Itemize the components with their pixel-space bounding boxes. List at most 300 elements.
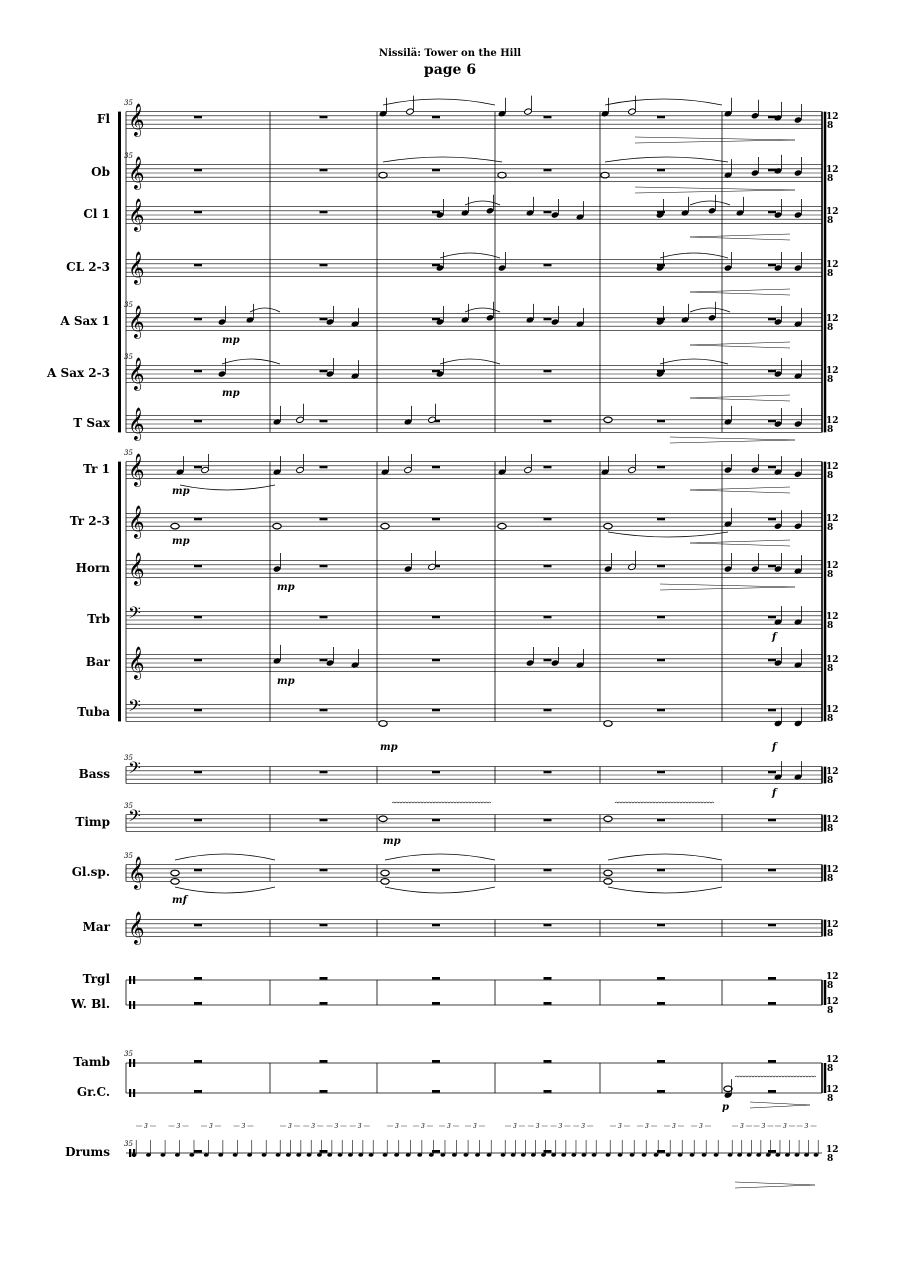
drum-note — [233, 1153, 238, 1157]
note — [404, 553, 413, 573]
rest-mark — [544, 518, 552, 521]
note — [794, 104, 803, 124]
rest-mark — [768, 1002, 776, 1005]
rest-mark — [544, 709, 552, 712]
time-signature: 8 — [827, 621, 834, 631]
rest-mark — [544, 169, 552, 172]
rest-mark — [194, 1060, 202, 1063]
clef-treble-icon: 𝄞 — [128, 505, 145, 539]
note — [794, 157, 803, 177]
note — [273, 523, 281, 529]
dynamic-asax1: mp — [222, 335, 240, 346]
rest-mark — [544, 819, 552, 822]
note — [381, 870, 389, 876]
time-signature: 8 — [827, 824, 834, 834]
rest-mark — [320, 1060, 328, 1063]
rest-mark — [432, 819, 440, 822]
rest-mark — [320, 420, 328, 423]
note — [326, 647, 335, 667]
note — [751, 553, 760, 573]
time-signature: 8 — [827, 269, 834, 279]
instrument-label: Horn — [75, 561, 110, 575]
rest-mark — [432, 709, 440, 712]
time-signature: 8 — [827, 375, 834, 385]
drum-note — [204, 1153, 209, 1157]
rest-mark — [544, 318, 552, 321]
rest-mark — [657, 659, 665, 662]
instrument-label: Fl — [96, 112, 110, 126]
note — [379, 172, 387, 178]
note — [404, 454, 413, 474]
note — [498, 252, 507, 272]
drum-note — [814, 1153, 819, 1157]
clef-treble-icon: 𝄞 — [128, 103, 145, 137]
note — [794, 252, 803, 272]
time-signature: 12 — [826, 165, 839, 175]
time-signature: 12 — [826, 997, 839, 1007]
rest-mark — [432, 924, 440, 927]
time-signature: 8 — [827, 216, 834, 226]
rest-mark — [544, 771, 552, 774]
measure-number: 35 — [124, 1140, 133, 1148]
note — [774, 647, 783, 667]
slur — [605, 157, 728, 162]
drum-note — [276, 1153, 281, 1157]
rest-mark — [432, 1090, 440, 1093]
rest-mark — [544, 977, 552, 980]
instrument-label: A Sax 1 — [60, 314, 110, 328]
note — [774, 199, 783, 219]
slur — [605, 99, 722, 105]
instrument-label: Timp — [75, 815, 110, 829]
rest-mark — [194, 819, 202, 822]
rest-mark — [544, 924, 552, 927]
instrument-label: Gr.C. — [76, 1085, 110, 1099]
drum-note — [146, 1153, 151, 1157]
drum-note — [642, 1153, 647, 1157]
drum-note — [804, 1153, 809, 1157]
time-signature: 8 — [827, 981, 834, 991]
dynamic-horn: mp — [277, 582, 295, 593]
rest-mark — [320, 565, 328, 568]
time-signature: 12 — [826, 1085, 839, 1095]
rest-mark — [768, 318, 776, 321]
measure-number: 35 — [124, 352, 133, 361]
staff-trb — [126, 603, 839, 631]
note — [774, 358, 783, 378]
clef-treble-icon: 𝄞 — [128, 357, 145, 391]
tuplet-mark: 3 — [334, 1123, 339, 1130]
slur — [690, 201, 730, 205]
note — [428, 404, 437, 424]
tuplet-mark: 3 — [535, 1123, 540, 1130]
drum-note — [551, 1153, 556, 1157]
drum-note — [571, 1153, 576, 1157]
drum-note — [286, 1153, 291, 1157]
hairpin — [735, 1182, 815, 1188]
tuplet-mark: 3 — [209, 1123, 213, 1130]
instrument-label: A Sax 2-3 — [47, 366, 110, 380]
slur — [383, 99, 495, 105]
rest-mark — [320, 518, 328, 521]
tuplet-mark: 3 — [699, 1123, 703, 1130]
hairpin — [690, 342, 790, 348]
note — [628, 96, 637, 116]
rest-mark — [320, 1090, 328, 1093]
clef-treble-icon: 𝄞 — [128, 453, 145, 487]
rest-mark — [194, 370, 202, 373]
note — [326, 358, 335, 378]
rest-mark — [432, 116, 440, 119]
drum-note — [747, 1153, 752, 1157]
drum-note — [338, 1153, 343, 1157]
note — [551, 306, 560, 326]
drum-note — [429, 1153, 434, 1157]
time-signature: 12 — [826, 514, 839, 524]
dynamic-grc: p — [722, 1102, 729, 1113]
percussion-clef-icon — [133, 976, 135, 984]
hairpin — [660, 584, 795, 590]
rest-mark — [320, 709, 328, 712]
time-signature: 8 — [827, 1094, 834, 1104]
note — [296, 404, 305, 424]
clef-treble-icon: 𝄞 — [128, 646, 145, 680]
slur — [608, 854, 722, 860]
rest-mark — [657, 771, 665, 774]
drum-note — [728, 1153, 733, 1157]
note — [436, 306, 445, 326]
note — [656, 199, 665, 219]
hairpin — [750, 1102, 810, 1108]
note — [604, 523, 612, 529]
drum-note — [737, 1153, 742, 1157]
rest-mark — [544, 1002, 552, 1005]
rest-mark — [657, 977, 665, 980]
rest-mark — [320, 771, 328, 774]
drum-note — [592, 1153, 597, 1157]
note — [526, 647, 535, 667]
note — [751, 454, 760, 474]
rest-mark — [432, 771, 440, 774]
hairpin — [690, 487, 790, 493]
rest-mark — [768, 659, 776, 662]
rest-mark — [768, 264, 776, 267]
drum-note — [756, 1153, 761, 1157]
rest-mark — [432, 518, 440, 521]
staff-timp — [126, 806, 839, 834]
note — [171, 870, 179, 876]
clef-bass-icon: 𝄢 — [128, 602, 141, 627]
drum-note — [348, 1153, 353, 1157]
slur — [385, 854, 495, 860]
slur — [250, 308, 280, 312]
instrument-label: T Sax — [73, 416, 110, 430]
note — [604, 816, 612, 822]
rest-mark — [657, 709, 665, 712]
dynamic-tuba_mp: mp — [380, 742, 398, 753]
tuplet-mark: 3 — [473, 1123, 477, 1130]
dynamic-tr23: mp — [172, 536, 190, 547]
dynamic-asax23: mp — [222, 388, 240, 399]
tuplet-mark: 3 — [288, 1123, 292, 1130]
tuplet-mark: 3 — [241, 1123, 246, 1130]
rest-mark — [768, 771, 776, 774]
time-signature: 8 — [827, 1064, 834, 1074]
rest-mark — [657, 116, 665, 119]
rest-mark — [544, 616, 552, 619]
rest-mark — [657, 169, 665, 172]
dynamic-bar: mp — [277, 676, 295, 687]
slur — [608, 532, 728, 537]
rest-mark — [768, 709, 776, 712]
drum-note — [189, 1153, 194, 1157]
rest-mark — [544, 1090, 552, 1093]
rest-mark — [768, 977, 776, 980]
note — [751, 100, 760, 120]
note — [774, 306, 783, 326]
time-signature: 12 — [826, 416, 839, 426]
staff-tuba — [126, 696, 839, 724]
drum-note — [307, 1153, 312, 1157]
time-signature: 12 — [826, 561, 839, 571]
rest-mark — [320, 318, 328, 321]
time-signature: 12 — [826, 815, 839, 825]
rest-mark — [320, 924, 328, 927]
note — [218, 358, 227, 378]
note — [601, 172, 609, 178]
rest-mark — [194, 318, 202, 321]
drum-note — [630, 1153, 635, 1157]
time-signature: 8 — [827, 323, 834, 333]
rest-mark — [544, 565, 552, 568]
note — [381, 523, 389, 529]
drum-note — [247, 1153, 252, 1157]
rest-mark — [432, 659, 440, 662]
trill-line — [615, 802, 714, 803]
rest-mark — [194, 420, 202, 423]
page-number: page 6 — [423, 62, 477, 78]
note — [794, 458, 803, 478]
note — [326, 306, 335, 326]
rest-mark — [194, 1002, 202, 1005]
dynamic-tr1: mp — [172, 486, 190, 497]
slur — [385, 887, 495, 893]
drum-note — [606, 1153, 611, 1157]
rest-mark — [320, 370, 328, 373]
instrument-label: Bar — [85, 655, 110, 669]
drum-note — [218, 1153, 223, 1157]
measure-number: 35 — [124, 1050, 133, 1058]
note — [656, 306, 665, 326]
rest-mark — [320, 616, 328, 619]
instrument-label: Tr 2-3 — [69, 514, 110, 528]
tuplet-mark: 3 — [783, 1123, 787, 1130]
rest-mark — [657, 1060, 665, 1063]
drum-note — [714, 1153, 719, 1157]
rest-mark — [194, 771, 202, 774]
drum-note — [487, 1153, 492, 1157]
drum-note — [678, 1153, 683, 1157]
drum-note — [511, 1153, 516, 1157]
tuplet-mark: 3 — [513, 1123, 517, 1130]
rest-mark — [657, 420, 665, 423]
rest-mark — [768, 466, 776, 469]
percussion-clef-icon — [133, 1089, 135, 1097]
note — [379, 816, 387, 822]
drum-note — [501, 1153, 506, 1157]
trill-line — [392, 802, 491, 803]
rest-mark — [320, 869, 328, 872]
rest-mark — [320, 1002, 328, 1005]
note — [498, 98, 507, 118]
slur — [660, 253, 728, 258]
note — [379, 98, 388, 118]
rest-mark — [194, 264, 202, 267]
note — [171, 879, 179, 885]
drum-note — [406, 1153, 411, 1157]
rest-mark — [194, 518, 202, 521]
percussion-clef-icon — [129, 1059, 131, 1067]
hairpin — [635, 187, 795, 193]
rest-mark — [544, 264, 552, 267]
slur — [660, 359, 728, 364]
time-signature: 8 — [827, 121, 834, 131]
tuplet-mark: 3 — [618, 1123, 622, 1130]
clef-bass-icon: 𝄢 — [128, 805, 141, 830]
drum-note — [369, 1153, 374, 1157]
tuplet-mark: 3 — [740, 1123, 744, 1130]
staff-bar — [126, 646, 839, 680]
rest-mark — [320, 1150, 328, 1153]
measure-number: 35 — [124, 851, 133, 860]
rest-mark — [768, 1090, 776, 1093]
note — [218, 306, 227, 326]
time-signature: 12 — [826, 865, 839, 875]
rest-mark — [657, 518, 665, 521]
drum-note — [794, 1153, 799, 1157]
hairpin — [690, 540, 790, 546]
rest-mark — [657, 616, 665, 619]
note — [296, 454, 305, 474]
staff-cl-1 — [126, 198, 839, 232]
note — [724, 454, 733, 474]
slur — [222, 359, 280, 364]
rest-mark — [432, 169, 440, 172]
rest-mark — [194, 211, 202, 214]
time-signature: 12 — [826, 1145, 839, 1155]
staff-w-bl- — [126, 997, 839, 1016]
instrument-label: Gl.sp. — [71, 865, 110, 879]
dynamic-timp: mp — [383, 836, 401, 847]
drum-note — [175, 1153, 180, 1157]
staff-gl-sp- — [126, 856, 839, 890]
drum-note — [475, 1153, 480, 1157]
rest-mark — [432, 616, 440, 619]
rest-mark — [194, 1090, 202, 1093]
percussion-clef-icon — [129, 976, 131, 984]
drum-note — [690, 1153, 695, 1157]
note — [724, 252, 733, 272]
note — [628, 454, 637, 474]
clef-treble-icon: 𝄞 — [128, 156, 145, 190]
note — [604, 879, 612, 885]
rest-mark — [544, 659, 552, 662]
time-signature: 12 — [826, 612, 839, 622]
time-signature: 8 — [827, 929, 834, 939]
time-signature: 8 — [827, 425, 834, 435]
instrument-label: Trgl — [82, 972, 110, 986]
note — [794, 199, 803, 219]
instrument-label: Ob — [91, 165, 110, 179]
rest-mark — [657, 466, 665, 469]
tuplet-mark: 3 — [761, 1123, 766, 1130]
rest-mark — [768, 819, 776, 822]
slur — [608, 887, 722, 893]
drum-note — [561, 1153, 566, 1157]
woodwind-bracket — [118, 112, 121, 433]
rest-mark — [432, 1002, 440, 1005]
rest-mark — [544, 116, 552, 119]
slur — [440, 359, 500, 364]
note — [436, 199, 445, 219]
rest-mark — [544, 370, 552, 373]
note — [524, 454, 533, 474]
instrument-label: Tr 1 — [83, 462, 110, 476]
rest-mark — [320, 211, 328, 214]
measure-number: 35 — [124, 801, 133, 810]
clef-treble-icon: 𝄞 — [128, 198, 145, 232]
note — [201, 454, 210, 474]
time-signature: 12 — [826, 314, 839, 324]
rest-mark — [768, 370, 776, 373]
slur — [180, 485, 275, 490]
tuplet-mark: 3 — [558, 1123, 563, 1130]
rest-mark — [768, 616, 776, 619]
note — [708, 302, 717, 322]
rest-mark — [657, 924, 665, 927]
rest-mark — [768, 869, 776, 872]
time-signature: 8 — [827, 174, 834, 184]
tuplet-mark: 3 — [581, 1123, 586, 1130]
rest-mark — [194, 466, 202, 469]
instrument-label: CL 2-3 — [66, 260, 110, 274]
time-signature: 12 — [826, 1055, 839, 1065]
slur — [690, 308, 730, 312]
note — [794, 510, 803, 530]
tuplet-mark: 3 — [144, 1123, 148, 1130]
rest-mark — [768, 420, 776, 423]
note — [774, 252, 783, 272]
rest-mark — [544, 1060, 552, 1063]
rest-mark — [194, 924, 202, 927]
time-signature: 12 — [826, 767, 839, 777]
drum-note — [521, 1153, 526, 1157]
note — [171, 523, 179, 529]
time-signature: 8 — [827, 776, 834, 786]
rest-mark — [194, 116, 202, 119]
hairpin — [635, 137, 795, 143]
staff-tamb — [126, 1055, 839, 1074]
dynamic-glsp: mf — [172, 895, 187, 906]
rest-mark — [320, 466, 328, 469]
rest-mark — [768, 1060, 776, 1063]
hairpin — [670, 437, 795, 443]
note — [498, 172, 506, 178]
percussion-clef-icon — [133, 1001, 135, 1009]
drum-note — [463, 1153, 468, 1157]
note — [774, 553, 783, 573]
time-signature: 12 — [826, 260, 839, 270]
